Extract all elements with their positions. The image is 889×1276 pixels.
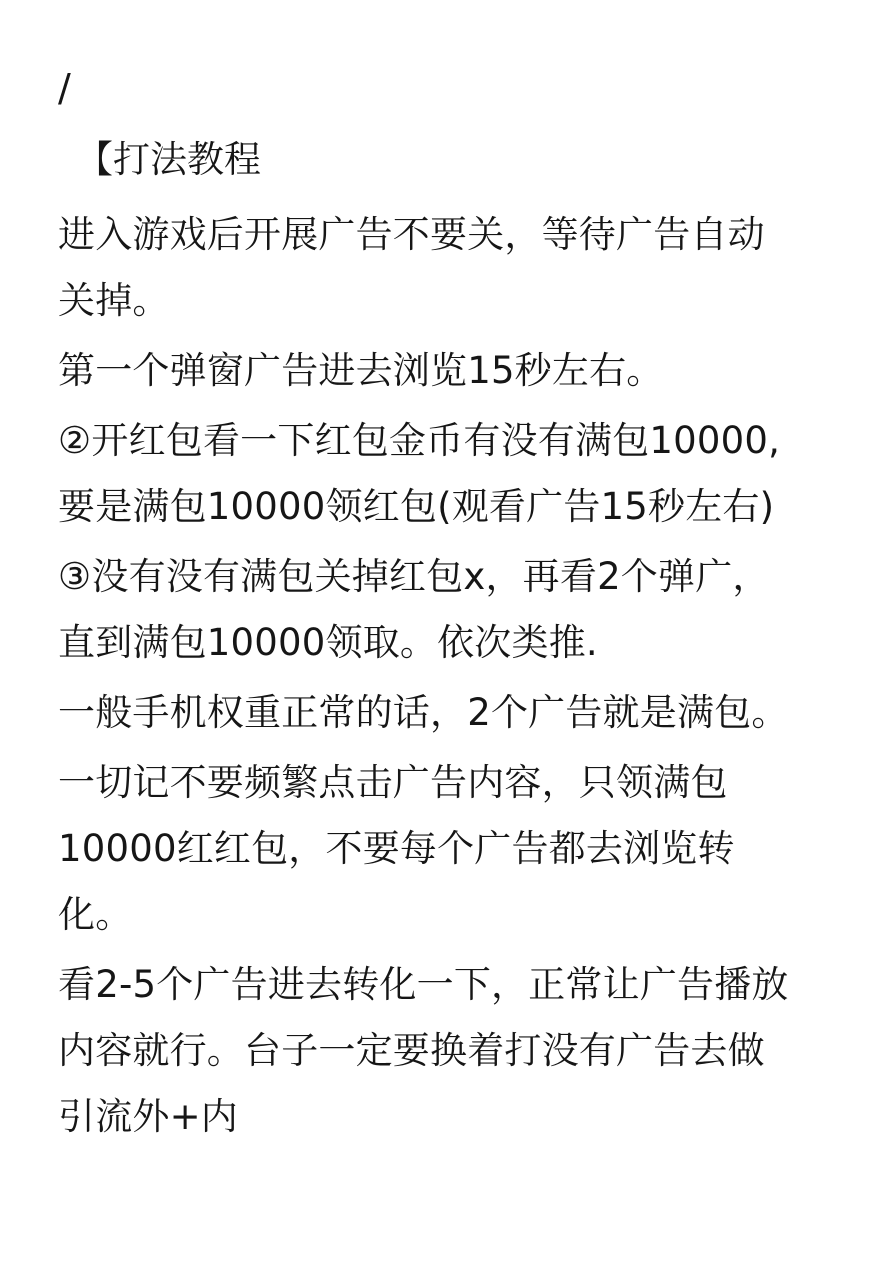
paragraph-ad-wait: 进入游戏后开展广告不要关，等待广告自动 关掉。 [58,213,765,322]
paragraph-step-2: ②开红包看一下红包金币有没有满包10000, 要是满包10000领红包(观看广告15秒左右) [58,419,781,528]
paragraph-first-popup: 第一个弹窗广告进去浏览15秒左右。 [58,349,664,392]
paragraph-conversion-tip: 看2-5个广告进去转化一下，正常让广告播放 内容就行。台子一定要换着打没有广告去做 引流外+内 [58,963,789,1138]
note-content [58,62,848,1154]
paragraph-warning: 一切记不要频繁点击广告内容，只领满包 10000红红包，不要每个广告都去浏览转 化。 [58,761,735,936]
slash-mark: / [58,66,71,110]
paragraph-weight-tip: 一般手机权重正常的话，2个广告就是满包。 [58,691,789,734]
note-heading: 【打法教程 [76,138,261,181]
paragraph-step-3: ③没有没有满包关掉红包x，再看2个弹广， 直到满包10000领取。依次类推. [58,555,770,664]
